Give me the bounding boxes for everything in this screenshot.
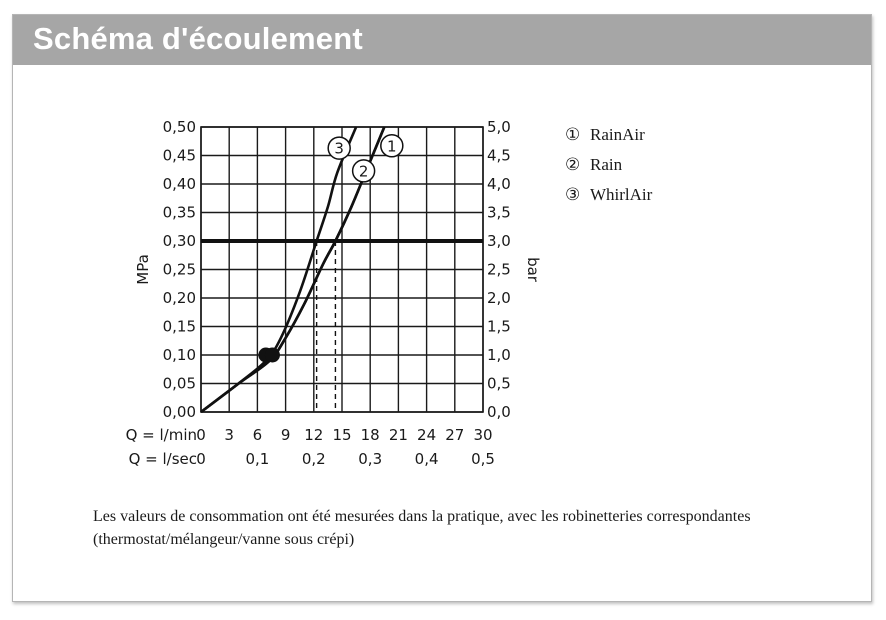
y-tick-label: 0,20 <box>162 289 196 307</box>
y-tick-label: 0,35 <box>162 203 196 222</box>
x-tick-label-secondary: 0,3 <box>358 450 383 468</box>
legend-label: WhirlAir <box>590 185 653 204</box>
x-tick-label: 21 <box>388 426 408 444</box>
x-tick-label: 0 <box>196 426 206 444</box>
y-tick-label: 0,05 <box>162 374 196 393</box>
y-tick-label-right: 4,5 <box>487 146 511 165</box>
x-tick-label-secondary: 0,1 <box>245 450 270 468</box>
x-tick-label: 27 <box>445 426 465 444</box>
legend-symbol: ① <box>565 125 581 144</box>
y-tick-label: 0,40 <box>162 175 196 193</box>
y-tick-label: 0,25 <box>162 260 196 279</box>
y-tick-label-right: 2,5 <box>487 260 511 279</box>
y-tick-label: 0,15 <box>162 317 196 336</box>
x-tick-label-secondary: 0,2 <box>301 450 326 468</box>
y-tick-label-right: 0,0 <box>487 403 511 421</box>
x-tick-label: 30 <box>473 426 493 444</box>
y-tick-label-right: 1,5 <box>487 317 511 336</box>
x-tick-label: 24 <box>417 426 437 444</box>
series-marker-label: 1 <box>387 137 397 156</box>
x-axis-label: Q = l/min <box>125 426 197 444</box>
y-tick-label-right: 0,5 <box>487 374 511 393</box>
operating-point <box>265 348 280 363</box>
x-tick-label: 18 <box>360 426 380 444</box>
y-tick-label-right: 4,0 <box>487 175 511 193</box>
legend-symbol: ③ <box>565 185 581 204</box>
y-tick-label-right: 1,0 <box>487 346 511 364</box>
y-tick-label-right: 3,5 <box>487 203 511 222</box>
x-tick-label: 12 <box>304 426 324 444</box>
y-tick-label: 0,00 <box>162 403 196 421</box>
x-tick-label-secondary: 0,5 <box>471 450 495 468</box>
y-tick-label-right: 2,0 <box>487 289 511 307</box>
legend-label: Rain <box>590 155 623 174</box>
x-tick-label: 3 <box>224 426 234 444</box>
y-axis-title: MPa <box>134 254 152 285</box>
y-tick-label-right: 5,0 <box>487 118 511 136</box>
page-title: Schéma d'écoulement <box>33 21 363 56</box>
y-tick-label-right: 3,0 <box>487 232 511 250</box>
y-tick-label: 0,10 <box>162 346 196 364</box>
measurement-note: Les valeurs de consommation ont été mesurées dans la pratique, avec les robinetteries correspondantes (thermostat/mélangeur/vanne sous crépi) <box>93 508 751 548</box>
x-tick-label-secondary: 0,4 <box>414 450 439 468</box>
x-tick-label: 15 <box>332 426 352 444</box>
y-tick-label: 0,30 <box>162 232 196 250</box>
series-marker-label: 2 <box>358 162 369 181</box>
x-tick-label-secondary: 0 <box>196 450 206 468</box>
x-tick-label: 6 <box>252 426 263 444</box>
flow-diagram-card <box>12 14 872 602</box>
y-axis-title-right: bar <box>524 257 542 282</box>
y-tick-label: 0,50 <box>162 118 196 136</box>
y-tick-label: 0,45 <box>162 146 196 165</box>
legend-label: RainAir <box>590 125 645 144</box>
x-axis-label-secondary: Q = l/sec <box>128 450 197 468</box>
x-tick-label: 9 <box>280 426 291 444</box>
series-marker-label: 3 <box>334 139 344 158</box>
legend-symbol: ② <box>565 155 581 174</box>
